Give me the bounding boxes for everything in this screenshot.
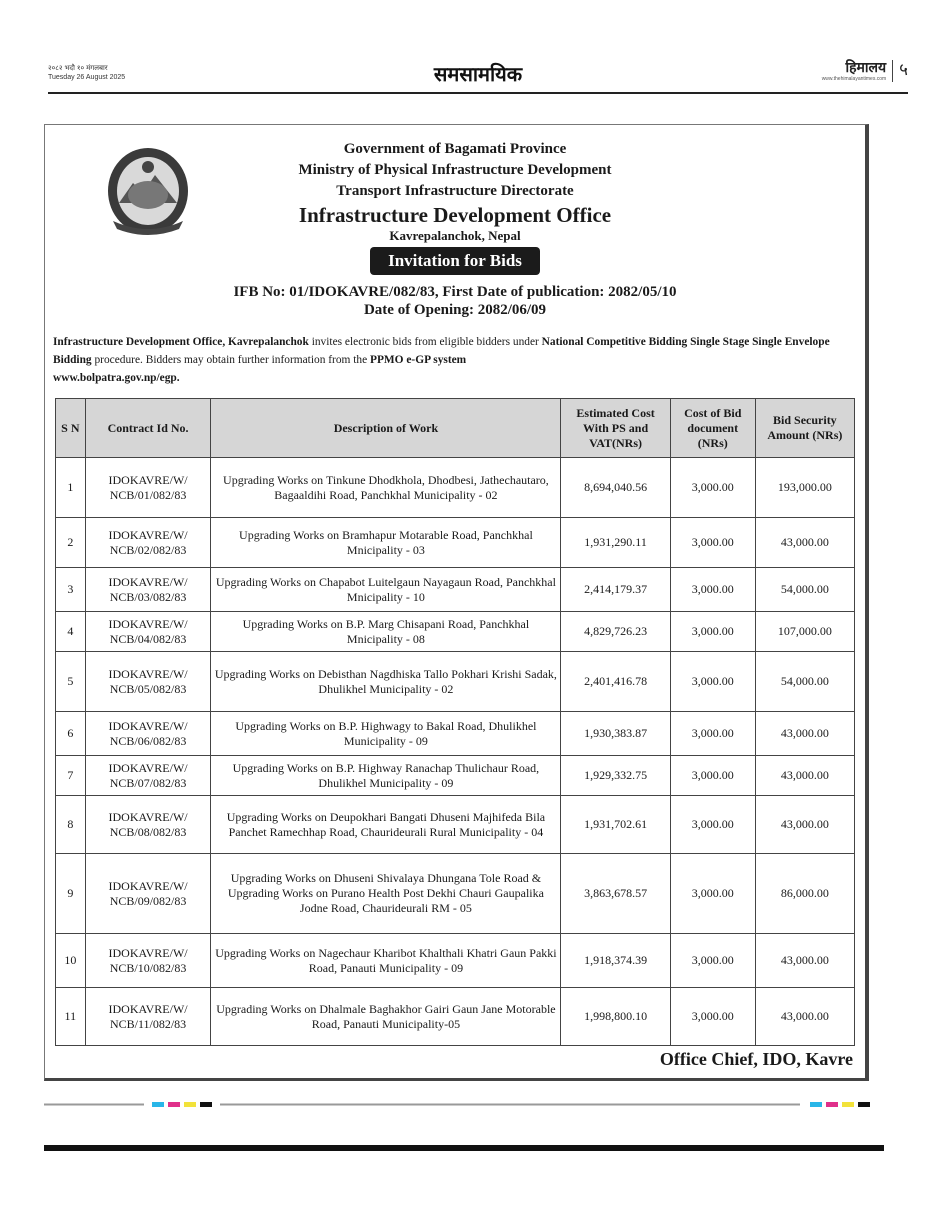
cell-contract-id: IDOKAVRE/W/ NCB/10/082/83	[85, 934, 211, 988]
table-row	[56, 612, 855, 652]
cell-sn: 1	[56, 458, 86, 518]
invitation-banner: Invitation for Bids	[370, 247, 540, 275]
cell-bid-doc-cost: 3,000.00	[670, 712, 755, 756]
cell-contract-id: IDOKAVRE/W/ NCB/08/082/83	[85, 796, 211, 854]
table-row	[56, 756, 855, 796]
cell-bid-security: 43,000.00	[755, 518, 854, 568]
cell-bid-security: 86,000.00	[755, 854, 854, 934]
table-row	[56, 712, 855, 756]
cell-sn: 10	[56, 934, 86, 988]
cell-bid-security: 43,000.00	[755, 988, 854, 1046]
cell-estimated-cost: 1,930,383.87	[561, 712, 670, 756]
table-row	[56, 652, 855, 712]
cell-bid-security: 43,000.00	[755, 796, 854, 854]
opening-date: Date of Opening: 2082/06/09	[363, 302, 547, 318]
header-description: Description of Work	[211, 399, 561, 458]
cell-description: Upgrading Works on Tinkune Dhodkhola, Dhodbesi, Jathechautaro, Bagaaldihi Road, Panchkhal Municipality - 02	[211, 458, 561, 518]
cell-bid-doc-cost: 3,000.00	[670, 612, 755, 652]
issue-date-english: Tuesday 26 August 2025	[48, 74, 126, 81]
issue-date-nepali: २०८२ भदौ १० मंगलबार	[48, 65, 108, 72]
bids-table	[55, 398, 855, 1046]
newspaper-logo	[822, 60, 886, 82]
cell-description: Upgrading Works on Debisthan Nagdhiska Tallo Pokhari Krishi Sadak, Dhulikhel Municipality - 02	[211, 652, 561, 712]
office-name: Infrastructure Development Office	[298, 203, 612, 227]
cell-sn: 11	[56, 988, 86, 1046]
page-number: ५	[899, 60, 908, 80]
intro-procedure: National Competitive Bidding Single Stage Single Envelope Bidding	[53, 336, 830, 366]
cell-sn: 7	[56, 756, 86, 796]
cell-bid-security: 193,000.00	[755, 458, 854, 518]
government-line: Government of Bagamati Province	[343, 141, 567, 157]
newspaper-url: www.thehimalayantimes.com	[821, 76, 887, 82]
table-row	[56, 568, 855, 612]
intro-link[interactable]: www.bolpatra.gov.np/egp.	[53, 372, 180, 384]
cell-bid-doc-cost: 3,000.00	[670, 652, 755, 712]
cell-estimated-cost: 4,829,726.23	[561, 612, 670, 652]
cell-bid-doc-cost: 3,000.00	[670, 988, 755, 1046]
cell-bid-security: 43,000.00	[755, 756, 854, 796]
cell-bid-security: 43,000.00	[755, 934, 854, 988]
cell-sn: 2	[56, 518, 86, 568]
cell-contract-id: IDOKAVRE/W/ NCB/02/082/83	[85, 518, 211, 568]
cell-description: Upgrading Works on Nagechaur Kharibot Khalthali Khatri Gaun Pakki Road, Panauti Municipality - 09	[211, 934, 561, 988]
cell-bid-doc-cost: 3,000.00	[670, 854, 755, 934]
cell-description: Upgrading Works on Chapabot Luitelgaun Nayagaun Road, Panchkhal Mnicipality - 10	[211, 568, 561, 612]
header-bid-doc-cost: Cost of Bid document (NRs)	[670, 399, 755, 458]
table-row	[56, 796, 855, 854]
table-row	[56, 934, 855, 988]
cell-bid-security: 107,000.00	[755, 612, 854, 652]
cell-bid-security: 54,000.00	[755, 568, 854, 612]
newspaper-logo-text: हिमालय	[845, 60, 887, 76]
cell-contract-id: IDOKAVRE/W/ NCB/07/082/83	[85, 756, 211, 796]
cell-contract-id: IDOKAVRE/W/ NCB/01/082/83	[85, 458, 211, 518]
cell-estimated-cost: 1,918,374.39	[561, 934, 670, 988]
cell-bid-security: 54,000.00	[755, 652, 854, 712]
cell-estimated-cost: 8,694,040.56	[561, 458, 670, 518]
table-row	[56, 854, 855, 934]
ifb-number: IFB No: 01/IDOKAVRE/082/83, First Date of publication: 2082/05/10	[233, 284, 677, 300]
cell-sn: 4	[56, 612, 86, 652]
brand-divider	[892, 60, 893, 82]
cell-estimated-cost: 1,998,800.10	[561, 988, 670, 1046]
header-sn: S N	[56, 399, 86, 458]
cell-sn: 5	[56, 652, 86, 712]
cell-estimated-cost: 3,863,678.57	[561, 854, 670, 934]
cell-estimated-cost: 1,931,290.11	[561, 518, 670, 568]
table-header-row	[56, 399, 855, 458]
table-row	[56, 518, 855, 568]
intro-text-1: invites electronic bids from eligible bidders under	[308, 336, 542, 348]
cell-description: Upgrading Works on Deupokhari Bangati Dhuseni Majhifeda Bila Panchet Ramechhap Road, Chaurideurali Rural Municipality - 04	[211, 796, 561, 854]
table-body	[56, 458, 855, 1046]
cell-estimated-cost: 2,401,416.78	[561, 652, 670, 712]
table-row	[56, 458, 855, 518]
cell-bid-doc-cost: 3,000.00	[670, 568, 755, 612]
newspaper-brand	[822, 60, 908, 82]
cell-estimated-cost: 1,931,702.61	[561, 796, 670, 854]
intro-office: Infrastructure Development Office, Kavrepalanchok	[53, 336, 309, 348]
print-registration-strip	[44, 1102, 872, 1107]
table-row	[56, 988, 855, 1046]
cell-contract-id: IDOKAVRE/W/ NCB/11/082/83	[85, 988, 211, 1046]
cell-description: Upgrading Works on Bramhapur Motarable Road, Panchkhal Mnicipality - 03	[211, 518, 561, 568]
cell-bid-doc-cost: 3,000.00	[670, 518, 755, 568]
cell-description: Upgrading Works on B.P. Marg Chisapani Road, Panchkhal Mnicipality - 08	[211, 612, 561, 652]
cell-sn: 9	[56, 854, 86, 934]
cell-bid-security: 43,000.00	[755, 712, 854, 756]
bid-notice	[44, 124, 869, 1081]
cell-bid-doc-cost: 3,000.00	[670, 796, 755, 854]
section-title: समसामयिक	[433, 62, 523, 86]
cell-bid-doc-cost: 3,000.00	[670, 458, 755, 518]
cell-contract-id: IDOKAVRE/W/ NCB/05/082/83	[85, 652, 211, 712]
cell-contract-id: IDOKAVRE/W/ NCB/04/082/83	[85, 612, 211, 652]
ministry-line: Ministry of Physical Infrastructure Development	[298, 162, 612, 178]
page-bottom-rule	[44, 1145, 884, 1151]
intro-text-2: procedure. Bidders may obtain further information from the	[91, 354, 370, 366]
cell-bid-doc-cost: 3,000.00	[670, 934, 755, 988]
header-estimated-cost: Estimated Cost With PS and VAT(NRs)	[561, 399, 670, 458]
header-bid-security: Bid Security Amount (NRs)	[755, 399, 854, 458]
intro-paragraph	[53, 333, 855, 387]
office-location: Kavrepalanchok, Nepal	[389, 228, 521, 243]
cell-estimated-cost: 1,929,332.75	[561, 756, 670, 796]
cell-contract-id: IDOKAVRE/W/ NCB/03/082/83	[85, 568, 211, 612]
cell-sn: 6	[56, 712, 86, 756]
cell-description: Upgrading Works on B.P. Highwagy to Bakal Road, Dhulikhel Municipality - 09	[211, 712, 561, 756]
cell-description: Upgrading Works on Dhalmale Baghakhor Gairi Gaun Jane Motorable Road, Panauti Municipality-05	[211, 988, 561, 1046]
notice-heading	[45, 139, 865, 319]
directorate-line: Transport Infrastructure Directorate	[336, 183, 574, 199]
cell-description: Upgrading Works on B.P. Highway Ranachap Thulichaur Road, Dhulikhel Municipality - 09	[211, 756, 561, 796]
cell-estimated-cost: 2,414,179.37	[561, 568, 670, 612]
cell-description: Upgrading Works on Dhuseni Shivalaya Dhungana Tole Road & Upgrading Works on Purano Health Post Dekhi Chauri Gaupalika Jodne Road, Chaurideurali RM - 05	[211, 854, 561, 934]
newspaper-header	[48, 58, 908, 94]
intro-system: PPMO e-GP system	[370, 354, 467, 366]
cell-contract-id: IDOKAVRE/W/ NCB/09/082/83	[85, 854, 211, 934]
cell-bid-doc-cost: 3,000.00	[670, 756, 755, 796]
cell-sn: 8	[56, 796, 86, 854]
signature: Office Chief, IDO, Kavre	[659, 1049, 853, 1069]
header-contract-id: Contract Id No.	[85, 399, 211, 458]
cell-sn: 3	[56, 568, 86, 612]
cell-contract-id: IDOKAVRE/W/ NCB/06/082/83	[85, 712, 211, 756]
